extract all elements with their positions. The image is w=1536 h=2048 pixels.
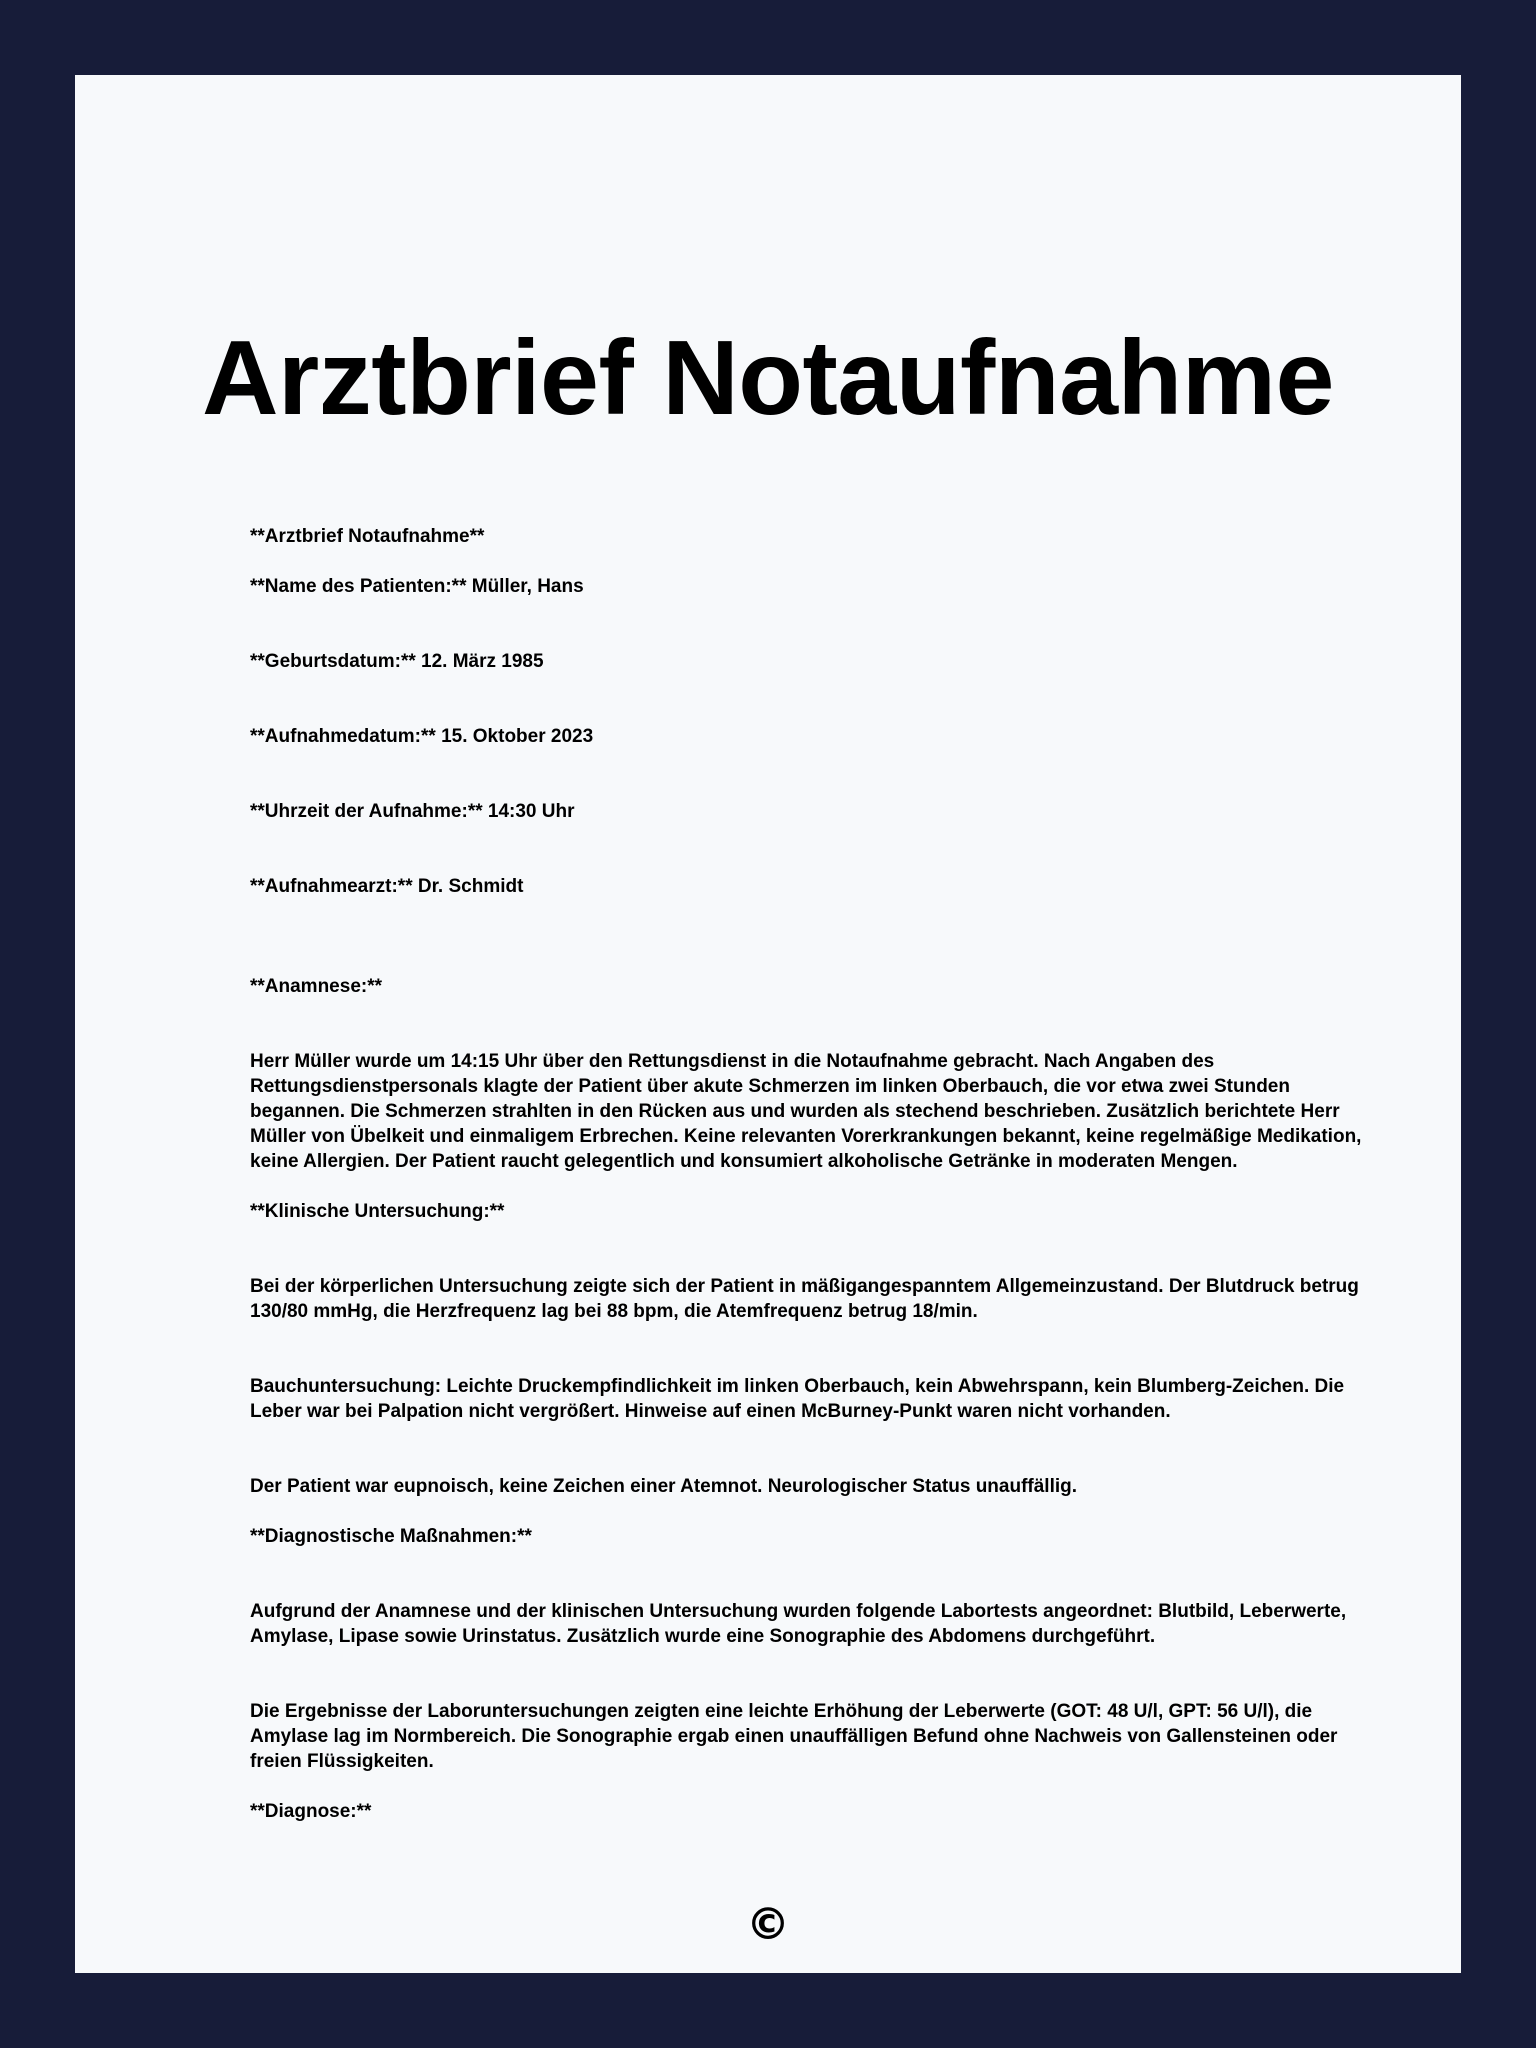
- exam-heading: **Klinische Untersuchung:**: [250, 1201, 505, 1222]
- diagnostics-text-results: Die Ergebnisse der Laboruntersuchungen zeigten eine leichte Erhöhung der Leberwerte (GOT: 48 U/l, GPT: 56 U/l), die Amylase lag im Normbereich. Die Sonographie ergab einen unauffälligen Befund ohne Nachweis von Gallensteinen oder freien Flüssigkeiten.: [250, 1701, 1338, 1772]
- anamnesis-heading: **Anamnese:**: [250, 976, 382, 997]
- exam-text-respiration: Der Patient war eupnoisch, keine Zeichen einer Atemnot. Neurologischer Status unauffällig.: [250, 1476, 1078, 1497]
- document-page: [75, 75, 1461, 1973]
- diagnosis-heading: **Diagnose:**: [250, 1801, 372, 1822]
- copyright-icon: ©: [746, 1899, 790, 1950]
- exam-text-abdomen: Bauchuntersuchung: Leichte Druckempfindlichkeit im linken Oberbauch, kein Abwehrspann, kein Blumberg-Zeichen. Die Leber war bei Palpation nicht vergrößert. Hinweise auf einen McBurney-Punkt waren nicht vorhanden.: [250, 1376, 1345, 1422]
- exam-text-vitals: Bei der körperlichen Untersuchung zeigte sich der Patient in mäßigangespanntem Allgemeinzustand. Der Blutdruck betrug 130/80 mmHg, die Herzfrequenz lag bei 88 bpm, die Atemfrequenz betrug 18/min.: [250, 1276, 1359, 1322]
- admission-time: **Uhrzeit der Aufnahme:** 14:30 Uhr: [250, 801, 575, 822]
- diagnostics-heading: **Diagnostische Maßnahmen:**: [250, 1526, 532, 1547]
- document-title: Arztbrief Notaufnahme: [201, 319, 1334, 437]
- birth-date: **Geburtsdatum:** 12. März 1985: [250, 651, 544, 672]
- anamnesis-text: Herr Müller wurde um 14:15 Uhr über den Rettungsdienst in die Notaufnahme gebracht. Nach Angaben des Rettungsdienstpersonals klagte der Patient über akute Schmerzen im linken Oberbauch, die vor etwa zwei Stunden begannen. Die Schmerzen strahlten in den Rücken aus und wurden als stechend beschrieben. Zusätzlich berichtete Herr Müller von Übelkeit und einmaligem Erbrechen. Keine relevanten Vorerkrankungen bekannt, keine regelmäßige Medikation, keine Allergien. Der Patient raucht gelegentlich und konsumiert alkoholische Getränke in moderaten Mengen.: [250, 1051, 1362, 1172]
- admission-date: **Aufnahmedatum:** 15. Oktober 2023: [250, 726, 594, 747]
- admitting-doctor: **Aufnahmearzt:** Dr. Schmidt: [250, 876, 524, 897]
- diagnostics-text-orders: Aufgrund der Anamnese und der klinischen Untersuchung wurden folgende Labortests angeordnet: Blutbild, Leberwerte, Amylase, Lipase sowie Urinstatus. Zusätzlich wurde eine Sonographie des Abdomens durchgeführt.: [250, 1601, 1347, 1647]
- document-body: [250, 524, 1365, 1824]
- patient-name: **Name des Patienten:** Müller, Hans: [250, 576, 584, 597]
- letter-heading: **Arztbrief Notaufnahme**: [250, 526, 485, 547]
